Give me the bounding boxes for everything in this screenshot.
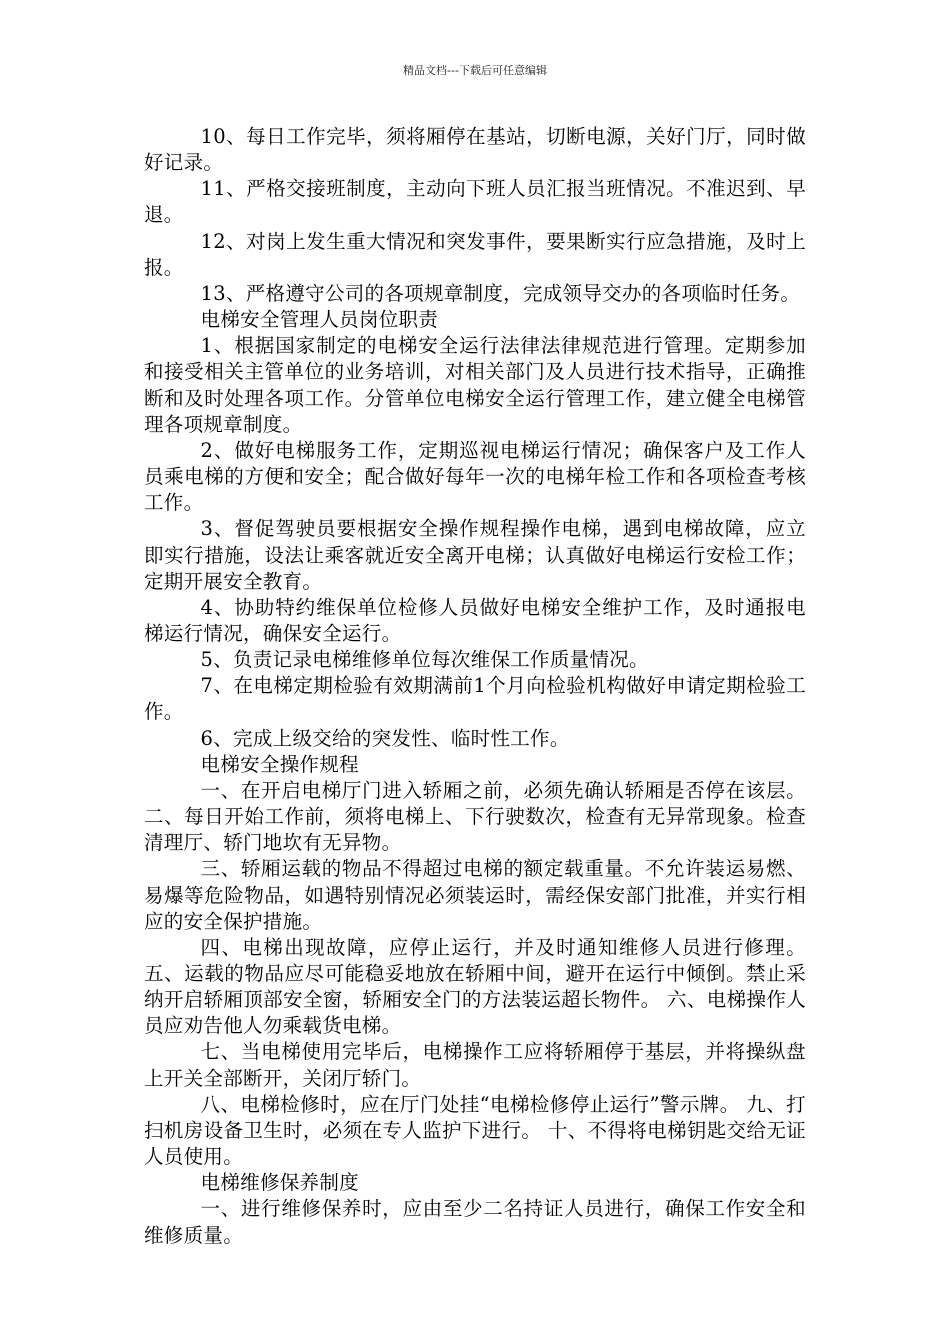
paragraph: 11、严格交接班制度，主动向下班人员汇报当班情况。不准迟到、早退。	[144, 177, 806, 227]
paragraph: 6、完成上级交给的突发性、临时性工作。	[200, 726, 570, 750]
section-heading: 电梯维修保养制度	[200, 1171, 359, 1195]
paragraph: 一、进行维修保养时，应由至少二名持证人员进行，确保工作安全和维修质量。	[144, 1197, 806, 1247]
paragraph: 4、协助特约维保单位检修人员做好电梯安全维护工作，及时通报电梯运行情况，确保安全运行。	[144, 595, 806, 645]
paragraph: 八、电梯检修时，应在厅门处挂“电梯检修停止运行”警示牌。 九、打扫机房设备卫生时，必须在专人监护下进行。 十、不得将电梯钥匙交给无证人员使用。	[144, 1092, 806, 1169]
paragraph: 1、根据国家制定的电梯安全运行法律法律规范进行管理。定期参加和接受相关主管单位的业务培训，对相关部门及人员进行技术指导，正确推断和及时处理各项工作。分管单位电梯安全运行管理工作，建立健全电梯管理各项规章制度。	[144, 334, 806, 436]
paragraph: 13、严格遵守公司的各项规章制度，完成领导交办的各项临时任务。	[200, 281, 801, 305]
paragraph: 三、轿厢运载的物品不得超过电梯的额定载重量。不允许装运易燃、易爆等危险物品，如遇特别情况必须装运时，需经保安部门批准，并实行相应的安全保护措施。	[144, 857, 806, 933]
paragraph: 10、每日工作完毕，须将厢停在基站，切断电源，关好门厅，同时做好记录。	[144, 125, 806, 175]
paragraph: 12、对岗上发生重大情况和突发事件，要果断实行应急措施，及时上报。	[144, 229, 806, 279]
paragraph: 5、负责记录电梯维修单位每次维保工作质量情况。	[200, 648, 649, 672]
paragraph: 一、在开启电梯厅门进入轿厢之前，必须先确认轿厢是否停在该层。 二、每日开始工作前，须将电梯上、下行驶数次，检查有无异常现象。检查清理厅、轿门地坎有无异物。	[144, 778, 806, 855]
section-heading: 电梯安全管理人员岗位职责	[200, 308, 439, 332]
page-header: 精品文档---下载后可任意编辑	[403, 64, 547, 77]
section-heading: 电梯安全操作规程	[200, 752, 359, 776]
paragraph: 2、做好电梯服务工作，定期巡视电梯运行情况；确保客户及工作人员乘电梯的方便和安全；配合做好每年一次的电梯年检工作和各项检查考核工作。	[144, 438, 806, 515]
paragraph: 3、督促驾驶员要根据安全操作规程操作电梯，遇到电梯故障，应立即实行措施，设法让乘客就近安全离开电梯；认真做好电梯运行安检工作；定期开展安全教育。	[144, 517, 806, 593]
paragraph: 四、电梯出现故障，应停止运行，并及时通知维修人员进行修理。 五、运载的物品应尽可能稳妥地放在轿厢中间，避开在运行中倾倒。禁止采纳开启轿厢顶部安全窗，轿厢安全门的方法装运超长物件。 六、电梯操作人员应劝告他人勿乘载货电梯。	[144, 935, 806, 1038]
document-body	[144, 124, 806, 1249]
paragraph: 七、当电梯使用完毕后，电梯操作工应将轿厢停于基层，并将操纵盘上开关全部断开，关闭厅轿门。	[144, 1040, 806, 1090]
paragraph: 7、在电梯定期检验有效期满前1个月向检验机构做好申请定期检验工作。	[144, 674, 806, 724]
